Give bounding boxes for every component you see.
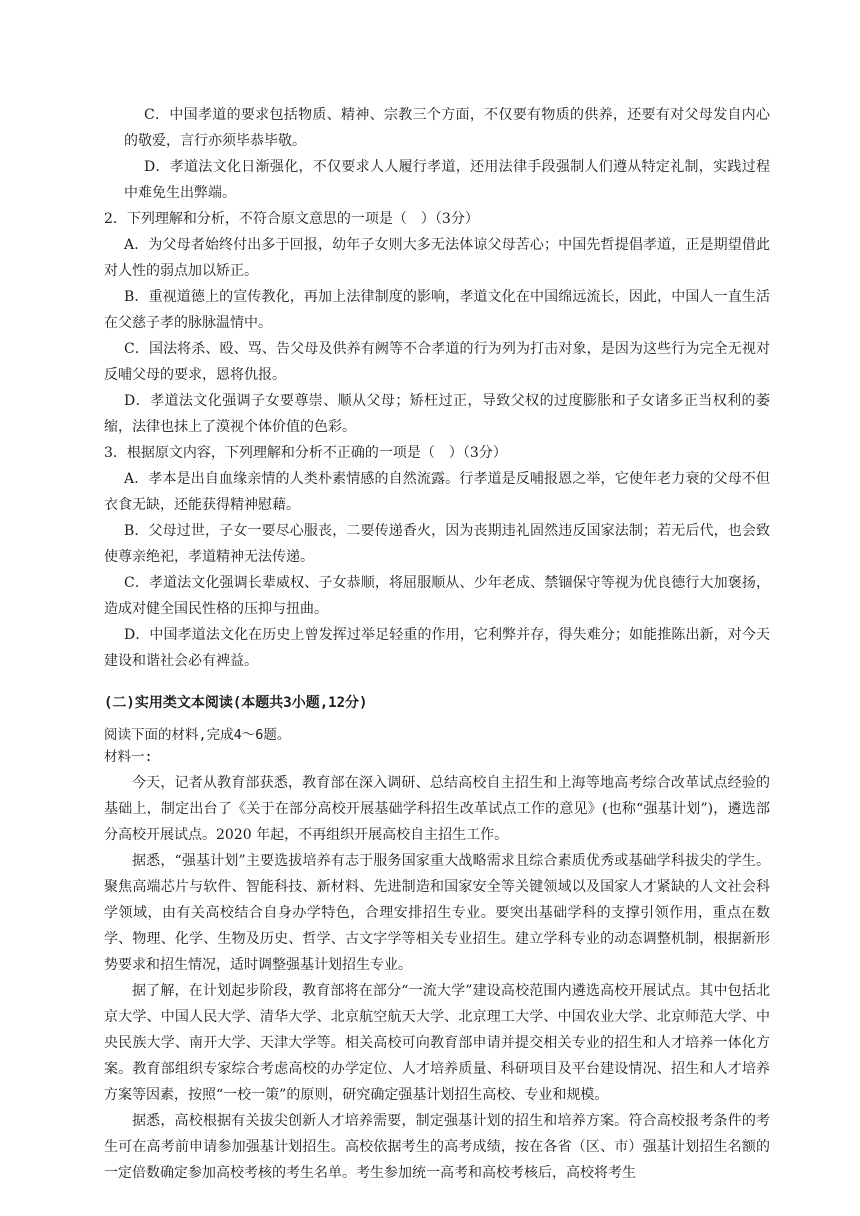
- q1-option-c: C．中国孝道的要求包括物质、精神、宗教三个方面，不仅要有物质的供养，还要有对父母发自内心的敬爱，言行亦须毕恭毕敬。: [124, 107, 770, 149]
- q3-option-b: B．父母过世，子女一要尽心服丧，二要传递香火，因为丧期违礼固然违反国家法制；若无后代，也会致使尊亲绝祀，孝道精神无法传递。: [104, 523, 770, 565]
- q2-option-c: C．国法将杀、殴、骂、告父母及供养有阙等不合孝道的行为列为打击对象，是因为这些行为完全无视对反哺父母的要求，恩将仇报。: [104, 341, 770, 383]
- q2-option-a: A．为父母者始终付出多于回报，幼年子女则大多无法体谅父母苦心；中国先哲提倡孝道，正是期望借此对人性的弱点加以矫正。: [104, 237, 770, 279]
- material-label: 材料一:: [104, 749, 153, 765]
- q2-stem: 2．下列理解和分析，不符合原文意思的一项是（ ）（3分）: [104, 211, 479, 227]
- material-paragraph-2: 据悉，“强基计划”主要选拔培养有志于服务国家重大战略需求且综合素质优秀或基础学科拔尖的学生。聚焦高端芯片与软件、智能科技、新材料、先进制造和国家安全等关键领域以及国家人才紧缺的人文社会科学领域，由有关高校结合自身办学特色，合理安排招生专业。要突出基础学科的支撑引领作用，重点在数学、物理、化学、生物及历史、哲学、古文字学等相关专业招生。建立学科专业的动态调整机制，根据新形势要求和招生情况，适时调整强基计划招生专业。: [104, 853, 770, 973]
- material-paragraph-3: 据了解，在计划起步阶段，教育部将在部分“一流大学”建设高校范围内遴选高校开展试点。其中包括北京大学、中国人民大学、清华大学、北京航空航天大学、北京理工大学、中国农业大学、北京师范大学、中央民族大学、南开大学、天津大学等。相关高校可向教育部申请并提交相关专业的招生和人才培养一体化方案。教育部组织专家综合考虑高校的办学定位、人才培养质量、科研项目及平台建设情况、招生和人才培养方案等因素，按照“一校一策”的原则，研究确定强基计划招生高校、专业和规模。: [104, 983, 770, 1103]
- section-instruction: 阅读下面的材料,完成4～6题。: [104, 727, 291, 743]
- material-paragraph-1: 今天，记者从教育部获悉，教育部在深入调研、总结高校自主招生和上海等地高考综合改革试点经验的基础上，制定出台了《关于在部分高校开展基础学科招生改革试点工作的意见》(也称“强基计划”)，遴选部分高校开展试点。2020 年起，不再组织开展高校自主招生工作。: [104, 775, 770, 843]
- q3-option-c: C．孝道法文化强调长辈威权、子女恭顺，将屈服顺从、少年老成、禁锢保守等视为优良德行大加褒扬，造成对健全国民性格的压抑与扭曲。: [104, 575, 770, 617]
- q1-option-d: D．孝道法文化日渐强化，不仅要求人人履行孝道，还用法律手段强制人们遵从特定礼制，实践过程中难免生出弊端。: [124, 159, 770, 201]
- q3-option-a: A．孝本是出自血缘亲情的人类朴素情感的自然流露。行孝道是反哺报恩之举，它使年老力衰的父母不但衣食无缺，还能获得精神慰藉。: [104, 471, 770, 513]
- q3-option-d: D．中国孝道法文化在历史上曾发挥过举足轻重的作用，它利弊并存，得失难分；如能推陈出新，对今天建设和谐社会必有裨益。: [104, 627, 770, 669]
- q3-stem: 3．根据原文内容，下列理解和分析不正确的一项是（ ）（3分）: [104, 445, 507, 461]
- material-paragraph-4: 据悉，高校根据有关拔尖创新人才培养需要，制定强基计划的招生和培养方案。符合高校报考条件的考生可在高考前申请参加强基计划招生。高校依据考生的高考成绩，按在各省（区、市）强基计划招生名额的一定倍数确定参加高校考核的考生名单。考生参加统一高考和高校考核后，高校将考生: [104, 1113, 770, 1181]
- q2-option-b: B．重视道德上的宣传教化，再加上法律制度的影响，孝道文化在中国绵远流长，因此，中国人一直生活在父慈子孝的脉脉温情中。: [104, 289, 770, 331]
- q2-option-d: D．孝道法文化强调子女要尊崇、顺从父母；矫枉过正，导致父权的过度膨胀和子女诸多正当权利的萎缩，法律也抹上了漠视个体价值的色彩。: [104, 393, 770, 435]
- section-heading: (二)实用类文本阅读(本题共3小题,12分): [104, 695, 368, 711]
